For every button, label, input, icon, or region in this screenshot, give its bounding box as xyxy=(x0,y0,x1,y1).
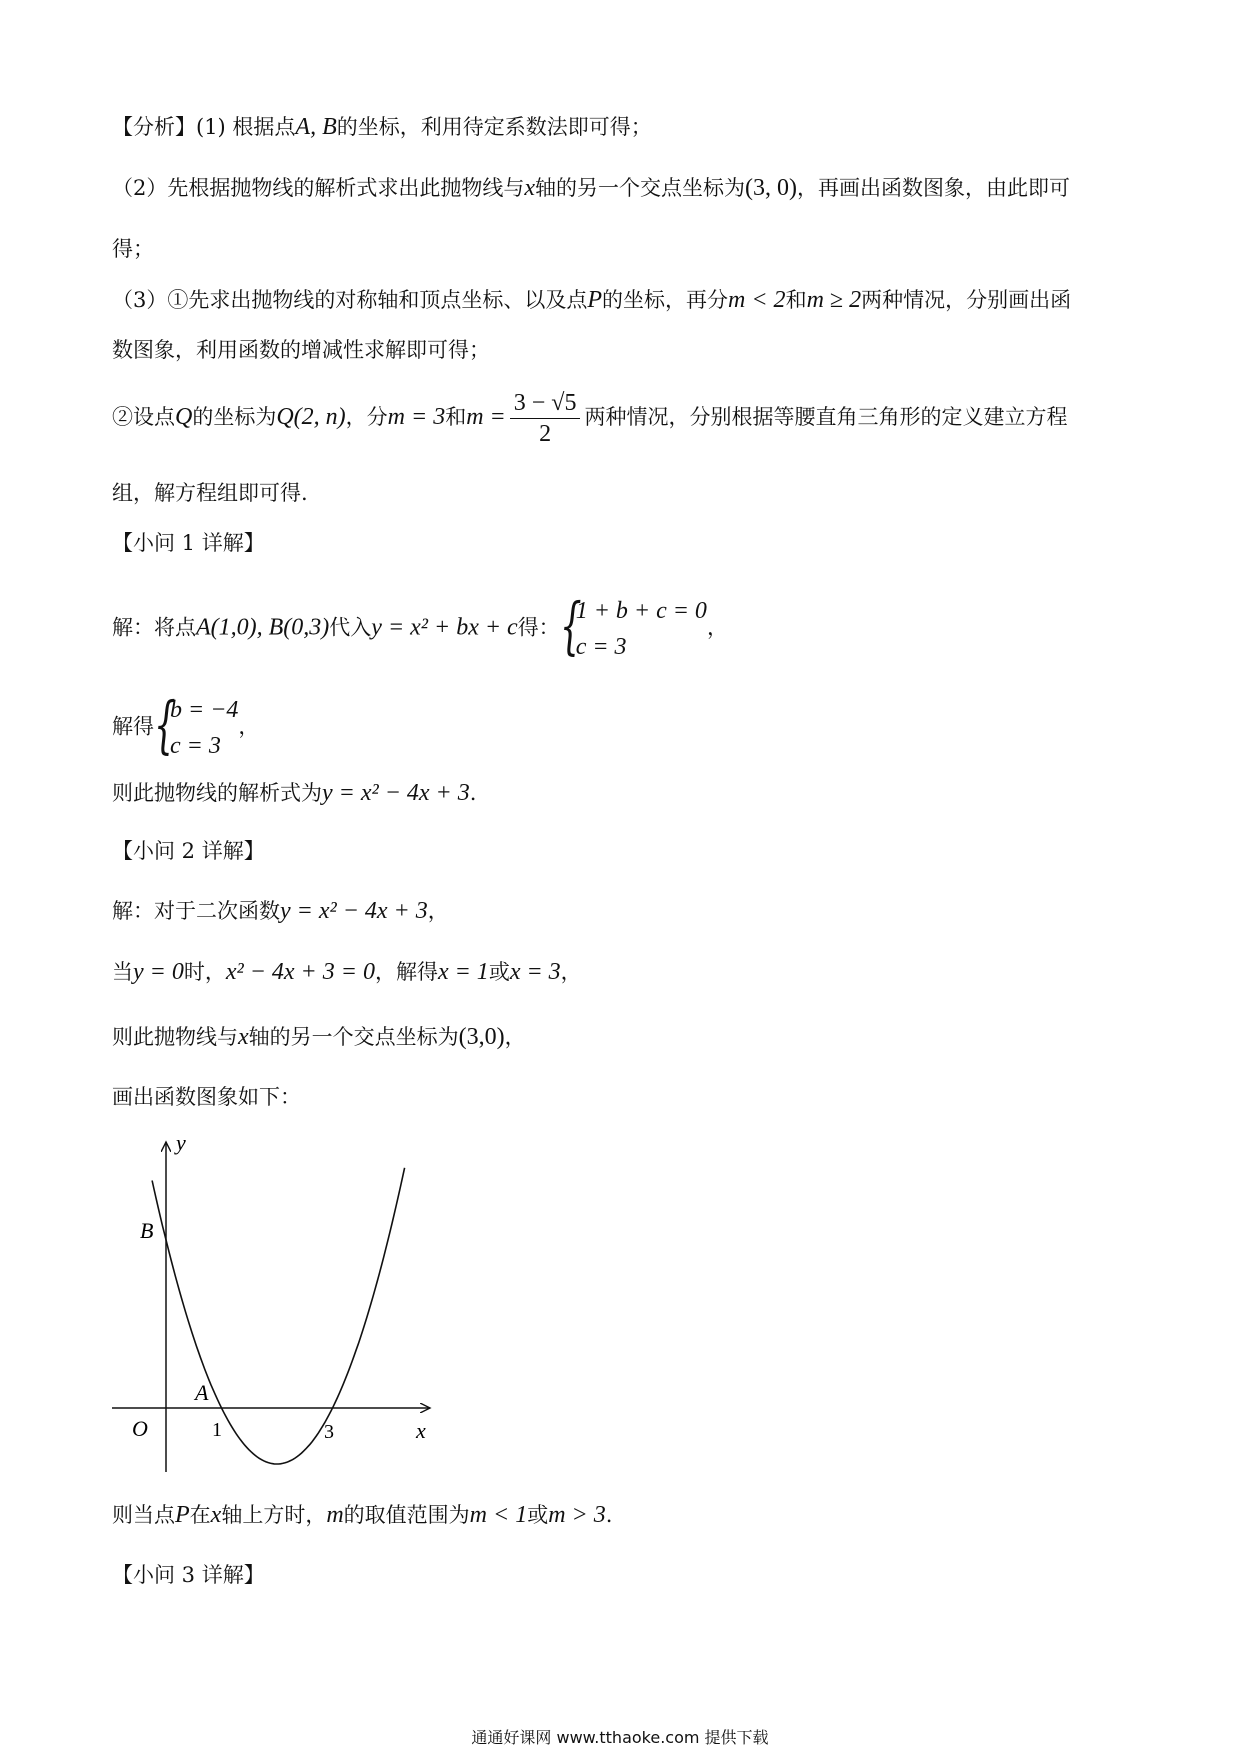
text: 轴的另一个交点坐标为 xyxy=(535,176,746,200)
x-axis-label: x xyxy=(416,1418,426,1443)
equation: y = x² − 4x + 3 xyxy=(322,780,470,806)
numerator: 3 − √5 xyxy=(510,388,581,419)
var-x: x xyxy=(238,1024,249,1050)
text: 代入 xyxy=(329,615,372,640)
text: 或 xyxy=(527,1503,549,1527)
denominator: 2 xyxy=(539,421,552,447)
var-p: P xyxy=(587,287,603,313)
system-row: c = 3 xyxy=(170,733,221,759)
q2-line-1 xyxy=(112,896,449,926)
text: 两种情况，分别根据等腰直角三角形的定义建立方程 xyxy=(584,405,1068,429)
text: 和 xyxy=(445,405,467,429)
q1-line-1 xyxy=(112,589,728,665)
text: . xyxy=(605,1503,613,1527)
text: 得： xyxy=(517,615,560,640)
text: 解：对于二次函数 xyxy=(112,899,280,923)
point-b-label: B xyxy=(140,1218,154,1243)
m-equals: m = xyxy=(466,404,506,430)
var-m: m xyxy=(326,1502,344,1528)
tick-label-1: 1 xyxy=(212,1419,222,1441)
y-axis-label: y xyxy=(176,1130,186,1155)
q1-line-3 xyxy=(112,778,476,808)
text: ， xyxy=(427,899,449,923)
point-q: Q(2, n) xyxy=(276,404,346,430)
text: （3）①先求出抛物线的对称轴和顶点坐标、以及点 xyxy=(112,288,588,312)
text: ②设点 xyxy=(112,405,175,429)
analysis-line-7: 组，解方程组即可得. xyxy=(112,481,308,505)
text: 轴的另一个交点坐标为 xyxy=(248,1025,459,1049)
q1-heading: 【小问 1 详解】 xyxy=(112,531,265,555)
point: (3, 0) xyxy=(745,175,797,201)
text: （2）先根据抛物线的解析式求出此抛物线与 xyxy=(112,176,525,200)
text: ，解得 xyxy=(374,960,438,984)
analysis-line-4 xyxy=(112,285,1071,315)
text: 的坐标为 xyxy=(192,405,277,429)
range: m < 1 xyxy=(469,1502,528,1528)
text: ， xyxy=(706,615,728,640)
range: m > 3 xyxy=(548,1502,606,1528)
tick-label-3: 3 xyxy=(324,1421,334,1443)
system-row: b = −4 xyxy=(170,697,239,723)
text: 轴上方时， xyxy=(221,1503,327,1527)
q2-line-4: 画出函数图象如下： xyxy=(112,1085,301,1109)
q2-line-5 xyxy=(112,1500,612,1530)
text: 的坐标，再分 xyxy=(602,288,729,312)
q2-heading: 【小问 2 详解】 xyxy=(112,839,265,863)
analysis-line-5: 数图象，利用函数的增减性求解即可得； xyxy=(112,338,490,362)
text: 解得 xyxy=(112,714,154,739)
text: 两种情况，分别画出函 xyxy=(861,288,1072,312)
parabola-curve xyxy=(152,1168,405,1464)
var-x: x xyxy=(524,175,536,201)
fraction xyxy=(510,388,581,449)
text: 或 xyxy=(488,960,510,984)
points-ab: A, B xyxy=(295,114,337,140)
text: 时， xyxy=(183,960,226,984)
text: 和 xyxy=(785,288,807,312)
parabola-graph xyxy=(100,1120,450,1480)
text: ， xyxy=(238,714,260,739)
text: ，分 xyxy=(345,405,388,429)
text: 的坐标，利用待定系数法即可得； xyxy=(336,115,652,139)
root: x = 3 xyxy=(509,959,561,985)
analysis-line-1 xyxy=(112,112,652,142)
system-row: 1 + b + c = 0 xyxy=(575,598,707,624)
equation: x² − 4x + 3 = 0 xyxy=(225,959,375,985)
text: 当 xyxy=(112,960,133,984)
text: 则此抛物线的解析式为 xyxy=(112,781,322,805)
q2-line-3 xyxy=(112,1022,526,1052)
points: A(1,0), B(0,3) xyxy=(196,614,330,641)
analysis-line-2 xyxy=(112,173,1070,203)
brace-icon: { xyxy=(154,688,176,761)
origin-label: O xyxy=(132,1416,148,1441)
q1-line-2 xyxy=(112,688,260,764)
brace-icon: { xyxy=(559,589,582,662)
text: 【分析】(1) 根据点 xyxy=(112,115,296,139)
condition: m = 3 xyxy=(387,404,446,430)
equation: y = x² − 4x + 3 xyxy=(280,898,428,924)
text: 解：将点 xyxy=(112,615,196,640)
footer-watermark: 通通好课网 www.tthaoke.com 提供下载 xyxy=(471,1728,769,1747)
analysis-line-3: 得； xyxy=(112,237,154,261)
text: 则此抛物线与 xyxy=(112,1025,238,1049)
equation-system xyxy=(559,589,707,665)
condition: y = 0 xyxy=(133,959,184,985)
text: . xyxy=(469,781,477,805)
q3-heading: 【小问 3 详解】 xyxy=(112,1563,265,1587)
system-row: c = 3 xyxy=(575,634,627,660)
condition: m < 2 xyxy=(728,287,786,313)
equation: y = x² + bx + c xyxy=(371,614,518,641)
q2-line-2 xyxy=(112,957,582,987)
var-p: P xyxy=(175,1502,190,1528)
equation-system xyxy=(154,688,239,764)
condition: m ≥ 2 xyxy=(806,287,862,313)
var-x: x xyxy=(210,1502,222,1528)
var-q: Q xyxy=(175,404,193,430)
text: 则当点 xyxy=(112,1503,175,1527)
text: ， xyxy=(560,960,582,984)
text: 在 xyxy=(189,1503,211,1527)
point: (3,0) xyxy=(458,1024,505,1050)
root: x = 1 xyxy=(437,959,489,985)
text: ， xyxy=(504,1025,526,1049)
text: 的取值范围为 xyxy=(343,1503,470,1527)
analysis-line-6 xyxy=(112,388,1067,449)
text: ，再画出函数图象，由此即可 xyxy=(797,176,1070,200)
point-a-label: A xyxy=(195,1380,209,1405)
